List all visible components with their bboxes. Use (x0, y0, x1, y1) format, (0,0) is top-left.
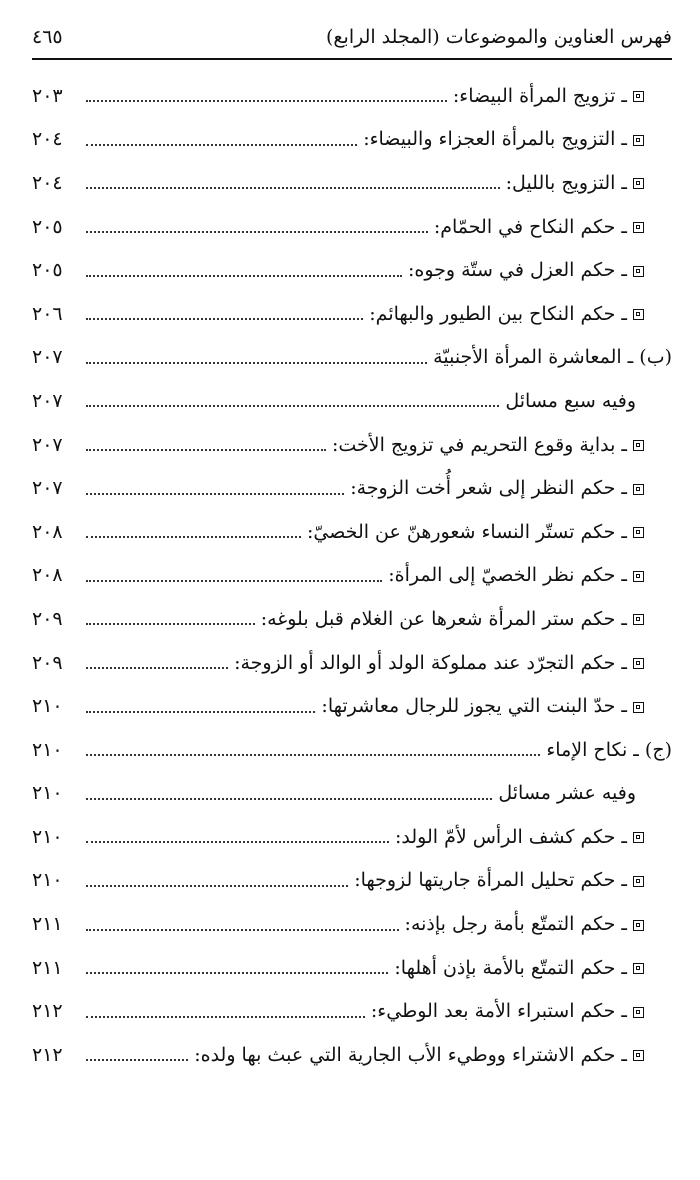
square-bullet-icon (633, 527, 644, 538)
entry-label: ـ حكم استبراء الأمة بعد الوطيء: (370, 1000, 627, 1023)
entry-title (433, 346, 672, 368)
entry-title (498, 782, 636, 804)
entry-page-number: ٢١٠ (32, 782, 63, 805)
entry-page-number: ٢١٠ (32, 695, 63, 718)
index-entry (32, 423, 672, 467)
square-bullet-icon (633, 832, 644, 843)
index-entry (32, 466, 672, 510)
running-header (32, 22, 672, 60)
square-bullet-icon (633, 484, 644, 495)
index-entry (32, 684, 672, 728)
dot-leader (86, 230, 428, 233)
dot-leader (86, 579, 382, 582)
entry-label: ـ حكم التجرّد عند مملوكة الولد أو الوالد أو الزوجة: (234, 651, 627, 674)
entry-page-number: ٢٠٧ (32, 433, 63, 456)
entry-label: ـ حكم النكاح بين الطيور والبهائم: (369, 302, 627, 325)
dot-leader (86, 1058, 188, 1061)
dot-leader (86, 186, 500, 189)
entry-page-number: ٢٠٩ (32, 651, 63, 674)
dot-leader (86, 274, 402, 277)
entry-page-number: ٢١٢ (32, 1000, 63, 1023)
square-bullet-icon (633, 178, 644, 189)
entry-page-number: ٢١٠ (32, 825, 63, 848)
entry-title (363, 128, 644, 150)
dot-leader (86, 753, 540, 756)
dot-leader (86, 535, 301, 538)
entry-page-number: ٢٠٣ (32, 84, 63, 107)
index-entry (32, 1033, 672, 1077)
dot-leader (86, 710, 315, 713)
entry-title (405, 913, 644, 935)
entry-title (321, 695, 644, 717)
index-entry (32, 161, 672, 205)
entry-title (434, 216, 644, 238)
entry-page-number: ٢٠٧ (32, 477, 63, 500)
index-entries-list (32, 74, 672, 1077)
index-entry (32, 118, 672, 162)
entry-label: ـ حكم تحليل المرأة جاريتها لزوجها: (354, 869, 627, 892)
square-bullet-icon (633, 920, 644, 931)
entry-title (505, 390, 636, 412)
square-bullet-icon (633, 963, 644, 974)
entry-label: ـ حكم ستر المرأة شعرها عن الغلام قبل بلوغه: (260, 607, 627, 630)
entry-title (350, 477, 644, 499)
entry-title (395, 826, 644, 848)
square-bullet-icon (633, 266, 644, 277)
dot-leader (86, 448, 326, 451)
square-bullet-icon (633, 658, 644, 669)
entry-label: ـ حكم تستّر النساء شعورهنّ عن الخصيّ: (306, 520, 627, 543)
square-bullet-icon (633, 135, 644, 146)
entry-title (194, 1044, 644, 1066)
square-bullet-icon (633, 440, 644, 451)
entry-title (354, 869, 644, 891)
entry-title (546, 739, 672, 761)
index-entry (32, 946, 672, 990)
entry-label: ـ حكم الاشتراء ووطيء الأب الجارية التي عبث بها ولده: (194, 1043, 627, 1066)
index-section-intro (32, 379, 672, 423)
entry-title (506, 172, 644, 194)
entry-title (388, 564, 644, 586)
dot-leader (86, 971, 388, 974)
dot-leader (86, 840, 389, 843)
entry-page-number: ٢١١ (32, 956, 63, 979)
entry-label: ـ حكم النكاح في الحمّام: (433, 215, 627, 238)
dot-leader (86, 492, 344, 495)
entry-label: ـ بداية وقوع التحريم في تزويج الأخت: (331, 433, 627, 456)
entry-page-number: ٢٠٧ (32, 389, 63, 412)
index-section-heading (32, 336, 672, 380)
dot-leader (86, 622, 255, 625)
dot-leader (86, 361, 427, 364)
entry-label: ـ حكم التمتّع بأمة رجل بإذنه: (404, 913, 627, 936)
square-bullet-icon (633, 309, 644, 320)
dot-leader (86, 404, 499, 407)
entry-page-number: ٢٠٨ (32, 520, 63, 543)
index-entry (32, 292, 672, 336)
entry-title (408, 259, 644, 281)
entry-title (261, 608, 644, 630)
index-entry (32, 554, 672, 598)
square-bullet-icon (633, 91, 644, 102)
entry-label: ـ التزويج بالمرأة العجزاء والبيضاء: (363, 128, 627, 151)
index-entry (32, 989, 672, 1033)
entry-title (369, 303, 644, 325)
entry-page-number: ٢١٠ (32, 738, 63, 761)
dot-leader (86, 666, 228, 669)
index-entry (32, 510, 672, 554)
index-entry (32, 205, 672, 249)
entry-page-number: ٢٠٧ (32, 346, 63, 369)
index-page (32, 0, 672, 1180)
entry-label: ـ تزويج المرأة البيضاء: (452, 84, 627, 107)
dot-leader (86, 317, 363, 320)
entry-label: وفيه سبع مسائل (505, 389, 636, 412)
index-section-heading (32, 728, 672, 772)
entry-page-number: ٢٠٤ (32, 171, 63, 194)
square-bullet-icon (633, 222, 644, 233)
entry-label: ـ حكم التمتّع بالأمة بإذن أهلها: (394, 956, 627, 979)
entry-page-number: ٢٠٥ (32, 215, 63, 238)
entry-page-number: ٢١٢ (32, 1043, 63, 1066)
square-bullet-icon (633, 876, 644, 887)
index-entry (32, 74, 672, 118)
entry-page-number: ٢٠٩ (32, 607, 63, 630)
index-entry (32, 597, 672, 641)
dot-leader (86, 143, 357, 146)
dot-leader (86, 99, 447, 102)
entry-label: ـ حكم كشف الرأس لأمّ الولد: (395, 825, 627, 848)
index-section-intro (32, 772, 672, 816)
entry-title (371, 1000, 644, 1022)
square-bullet-icon (633, 614, 644, 625)
header-page-number: ٤٦٥ (32, 26, 63, 48)
dot-leader (86, 797, 492, 800)
entry-label: ـ التزويج بالليل: (505, 171, 627, 194)
square-bullet-icon (633, 1050, 644, 1061)
entry-title (394, 957, 644, 979)
entry-page-number: ٢١٠ (32, 869, 63, 892)
dot-leader (86, 928, 399, 931)
entry-label: وفيه عشر مسائل (498, 782, 636, 805)
header-title: فهرس العناوين والموضوعات (المجلد الرابع) (326, 26, 672, 48)
square-bullet-icon (633, 1007, 644, 1018)
entry-label: ـ حدّ البنت التي يجوز للرجال معاشرتها: (321, 695, 627, 718)
index-entry (32, 815, 672, 859)
entry-page-number: ٢٠٨ (32, 564, 63, 587)
dot-leader (86, 1015, 365, 1018)
entry-label: ـ حكم النظر إلى شعر أُخت الزوجة: (350, 477, 627, 500)
dot-leader (86, 884, 348, 887)
index-entry (32, 902, 672, 946)
entry-label: ـ حكم نظر الخصيّ إلى المرأة: (388, 564, 627, 587)
entry-title (234, 652, 644, 674)
entry-page-number: ٢٠٤ (32, 128, 63, 151)
entry-label: ـ حكم العزل في ستّة وجوه: (407, 259, 627, 282)
entry-page-number: ٢٠٦ (32, 302, 63, 325)
entry-label: (ب) ـ المعاشرة المرأة الأجنبيّة (433, 346, 672, 369)
index-entry (32, 641, 672, 685)
square-bullet-icon (633, 702, 644, 713)
entry-title (453, 85, 644, 107)
index-entry (32, 859, 672, 903)
entry-label: (ج) ـ نكاح الإماء (546, 738, 672, 761)
square-bullet-icon (633, 571, 644, 582)
entry-page-number: ٢١١ (32, 913, 63, 936)
entry-title (332, 434, 644, 456)
entry-title (307, 521, 644, 543)
entry-page-number: ٢٠٥ (32, 259, 63, 282)
index-entry (32, 248, 672, 292)
